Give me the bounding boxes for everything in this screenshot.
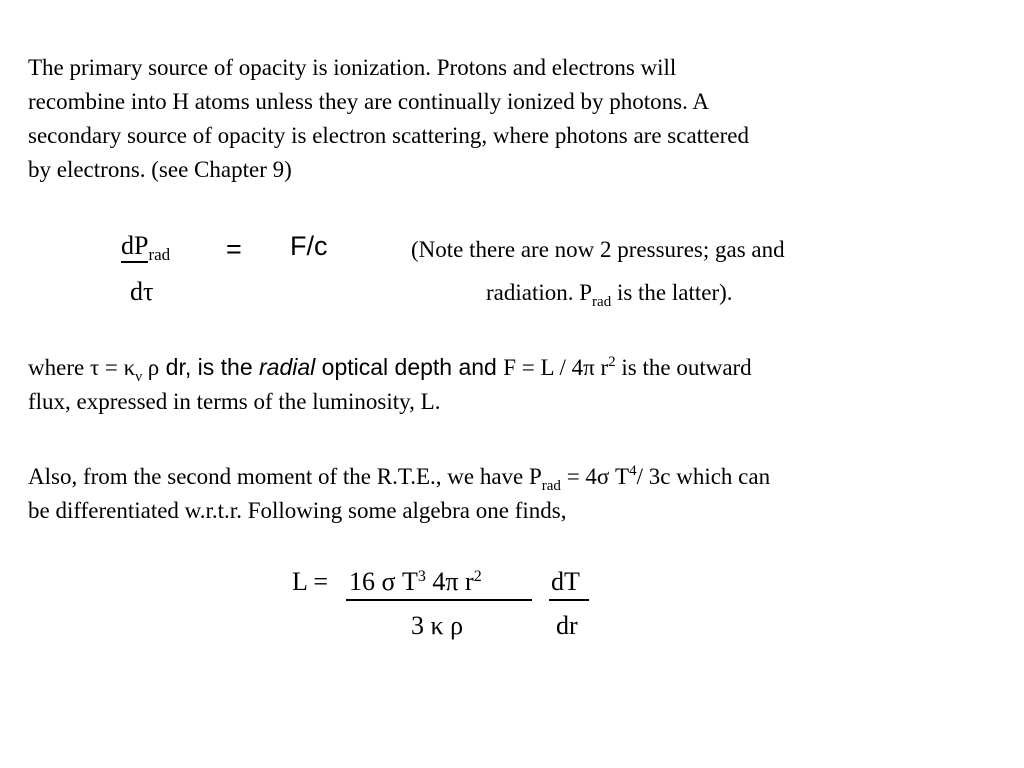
eq2-derivative-bar <box>549 599 589 601</box>
eq1-note-pre: radiation. P <box>486 280 593 305</box>
flux-exponent: 2 <box>608 354 616 370</box>
eq2-exponent-2: 2 <box>473 568 482 585</box>
also-line-1 <box>28 463 771 494</box>
intro-line-1: The primary source of opacity is ionization. Protons and electrons will <box>28 55 677 80</box>
nu-subscript: ν <box>135 369 143 385</box>
intro-paragraph <box>28 51 998 187</box>
also-post: / 3c which can <box>636 464 771 489</box>
eq1-numerator-sub: rad <box>148 245 171 264</box>
prad-subscript: rad <box>541 478 561 494</box>
eq1-note-sub: rad <box>592 294 612 310</box>
intro-line-3: secondary source of opacity is electron scattering, where photons are scattered <box>28 123 750 148</box>
eq2-fraction-bar <box>346 599 532 601</box>
eq1-denominator: dτ <box>130 277 154 306</box>
also-pre: Also, from the second moment of the R.T.E., we have P <box>28 464 542 489</box>
t4-exponent: 4 <box>629 463 637 479</box>
eq1-numerator-dp: dP <box>121 231 148 263</box>
where-line-1 <box>28 354 752 385</box>
rho-symbol: ρ <box>142 355 160 380</box>
eq1-note-line-1: (Note there are now 2 pressures; gas and <box>411 237 785 262</box>
where-depth-text: optical depth and <box>315 354 504 380</box>
eq2-derivative-numerator: dT <box>551 567 580 596</box>
intro-line-2: recombine into H atoms unless they are continually ionized by photons. A <box>28 89 709 114</box>
eq2-numerator <box>349 569 482 595</box>
also-line-2: be differentiated w.r.t.r. Following some algebra one finds, <box>28 498 567 523</box>
eq2-denominator: 3 κ ρ <box>411 611 464 640</box>
flux-definition: F = L / 4π r <box>503 355 609 380</box>
eq1-note-post: is the latter). <box>611 280 733 305</box>
where-word: where <box>28 355 90 380</box>
also-mid: = 4σ T <box>560 464 630 489</box>
where-radial-text: radial <box>259 354 316 380</box>
intro-line-4: by electrons. (see Chapter 9) <box>28 157 292 182</box>
outward-text: is the outward <box>615 355 752 380</box>
eq1-note-line-2 <box>486 280 733 310</box>
eq2-numerator-mid: 4π r <box>425 567 474 596</box>
eq1-numerator <box>121 231 171 264</box>
eq2-derivative-denominator: dr <box>556 611 578 640</box>
eq2-exponent-3: 3 <box>417 568 426 585</box>
where-dr-text: dr, is the <box>159 354 259 380</box>
eq1-rhs: F/c <box>290 231 328 261</box>
eq2-numerator-pre: 16 σ T <box>349 567 418 596</box>
where-line-2: flux, expressed in terms of the luminosity, L. <box>28 389 441 414</box>
tau-definition: τ = κ <box>89 355 136 380</box>
eq2-lhs: L = <box>292 567 329 596</box>
eq1-equals: = <box>226 234 242 264</box>
